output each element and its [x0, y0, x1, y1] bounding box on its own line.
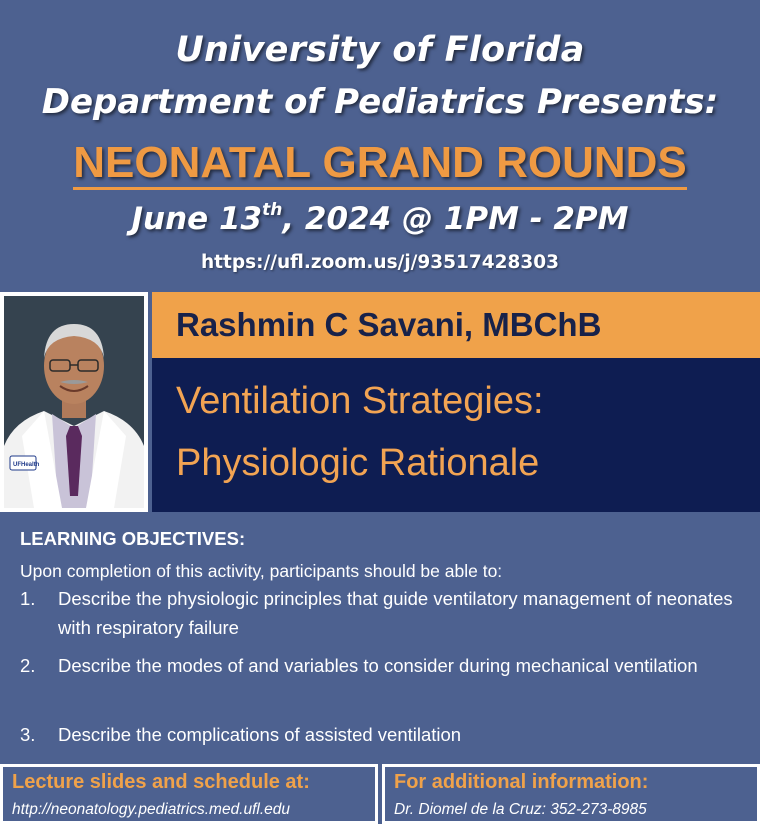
objective-number: 1.	[20, 588, 36, 609]
objective-text: Describe the complications of assisted ventilation	[58, 724, 462, 745]
footer-info-box	[382, 764, 760, 824]
header	[0, 0, 760, 290]
speaker-name-bar	[152, 292, 760, 358]
footer-info-contact: Dr. Diomel de la Cruz: 352-273-8985	[394, 801, 647, 818]
event-date	[0, 200, 760, 237]
university-title: University of Florida	[175, 30, 585, 70]
objective-text: Describe the physiologic principles that guide ventilatory management of neonates with respiratory failure	[58, 588, 733, 638]
talk-title-line-2: Physiologic Rationale	[176, 442, 540, 484]
date-ordinal: th	[262, 200, 283, 220]
objective-number: 2.	[20, 655, 36, 676]
speaker-photo-frame	[0, 292, 148, 512]
footer-slides-heading: Lecture slides and schedule at:	[12, 771, 310, 793]
zoom-link[interactable]: https://ufl.zoom.us/j/93517428303	[200, 252, 560, 273]
date-prefix: June 13	[131, 201, 263, 237]
footer-slides-box	[0, 764, 378, 824]
objective-text: Describe the modes of and variables to consider during mechanical ventilation	[58, 655, 698, 676]
objective-number: 3.	[20, 724, 36, 745]
department-title: Department of Pediatrics Presents:	[41, 82, 719, 122]
talk-title-line-1: Ventilation Strategies:	[176, 380, 544, 422]
footer-info-heading: For additional information:	[394, 771, 649, 793]
event-title-text: NEONATAL GRAND ROUNDS	[73, 138, 687, 190]
event-title	[0, 138, 760, 188]
talk-title-bar	[152, 358, 760, 512]
objectives-intro: Upon completion of this activity, participants should be able to:	[20, 561, 503, 581]
date-suffix: , 2024 @ 1PM - 2PM	[282, 201, 629, 237]
badge-text: UFHealth	[13, 462, 40, 468]
speaker-photo	[4, 296, 144, 508]
footer-slides-link[interactable]: http://neonatology.pediatrics.med.ufl.edu	[12, 801, 291, 818]
objectives-heading: LEARNING OBJECTIVES:	[20, 528, 246, 549]
speaker-name: Rashmin C Savani, MBChB	[176, 306, 602, 343]
speaker-portrait-illustration	[4, 296, 144, 508]
